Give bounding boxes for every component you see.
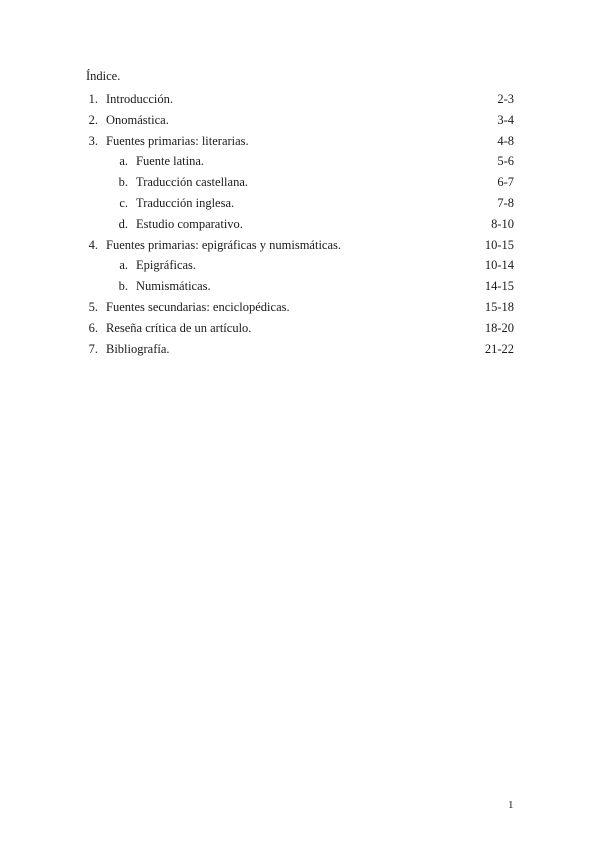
toc-subentry-traduccion-castellana [0,174,600,195]
toc-entry-fuentes-literarias [0,133,600,154]
toc-entry-label: Numismáticas. [136,279,211,294]
toc-entry-introduccion [0,91,600,112]
toc-entry-label: Bibliografía. [106,341,170,356]
toc-entry-label: Fuentes primarias: literarias. [106,133,249,148]
toc-entry-label: Reseña crítica de un artículo. [106,320,252,335]
toc-entry-pages: 6-7 [497,175,514,190]
toc-entry-number: c. [119,195,128,210]
toc-entry-bibliografia [0,341,600,362]
toc-subentry-estudio-comparativo [0,216,600,237]
toc-entry-label: Epigráficas. [136,258,197,273]
page-number: 1 [508,799,514,811]
toc-entry-pages: 18-20 [484,320,514,335]
toc-entry-number: 1. [88,92,98,106]
toc-entry-label: Traducción castellana. [136,175,248,190]
toc-entry-number: 4. [88,237,98,252]
toc-entry-pages: 4-8 [497,133,514,148]
toc-entry-label: Fuentes primarias: epigráficas y numismáticas. [106,237,342,252]
toc-subentry-numismaticas [0,278,600,299]
toc-entry-label: Fuente latina. [136,154,205,169]
toc-entry-label: Fuentes secundarias: enciclopédicas. [106,299,290,314]
toc-entry-fuentes-epigraficas [0,237,600,258]
toc-entry-number: a. [119,258,128,273]
toc-entry-pages: 7-8 [497,195,514,210]
toc-entry-number: 7. [88,341,98,356]
toc-entry-number: b. [118,175,128,190]
toc-entry-number: 3. [88,133,98,148]
toc-entry-pages: 21-22 [484,341,514,356]
toc-entry-pages: 3-4 [497,112,514,127]
toc-entry-number: 5. [88,299,98,314]
toc-entry-pages: 2-3 [497,92,514,106]
toc-entry-pages: 10-14 [484,258,514,273]
toc-entry-fuentes-secundarias [0,299,600,320]
toc-entry-label: Estudio comparativo. [136,216,243,231]
toc-entry-pages: 15-18 [484,299,514,314]
toc-entry-number: a. [119,154,128,169]
toc-entry-number: b. [118,279,128,294]
toc-entry-number: 6. [88,320,98,335]
toc-list [0,91,600,361]
toc-entry-label: Introducción. [106,92,173,106]
toc-entry-pages: 5-6 [497,154,514,169]
toc-entry-label: Traducción inglesa. [136,195,235,210]
toc-title: Índice. [86,69,121,83]
toc-subentry-fuente-latina [0,153,600,174]
toc-entry-onomastica [0,112,600,133]
toc-subentry-epigraficas [0,257,600,278]
toc-entry-pages: 8-10 [491,216,514,231]
toc-entry-number: d. [118,216,128,231]
toc-entry-pages: 14-15 [484,279,514,294]
toc-entry-label: Onomástica. [106,112,169,127]
toc-entry-pages: 10-15 [484,237,514,252]
toc-entry-number: 2. [88,112,98,127]
toc-entry-resena-critica [0,320,600,341]
toc-subentry-traduccion-inglesa [0,195,600,216]
